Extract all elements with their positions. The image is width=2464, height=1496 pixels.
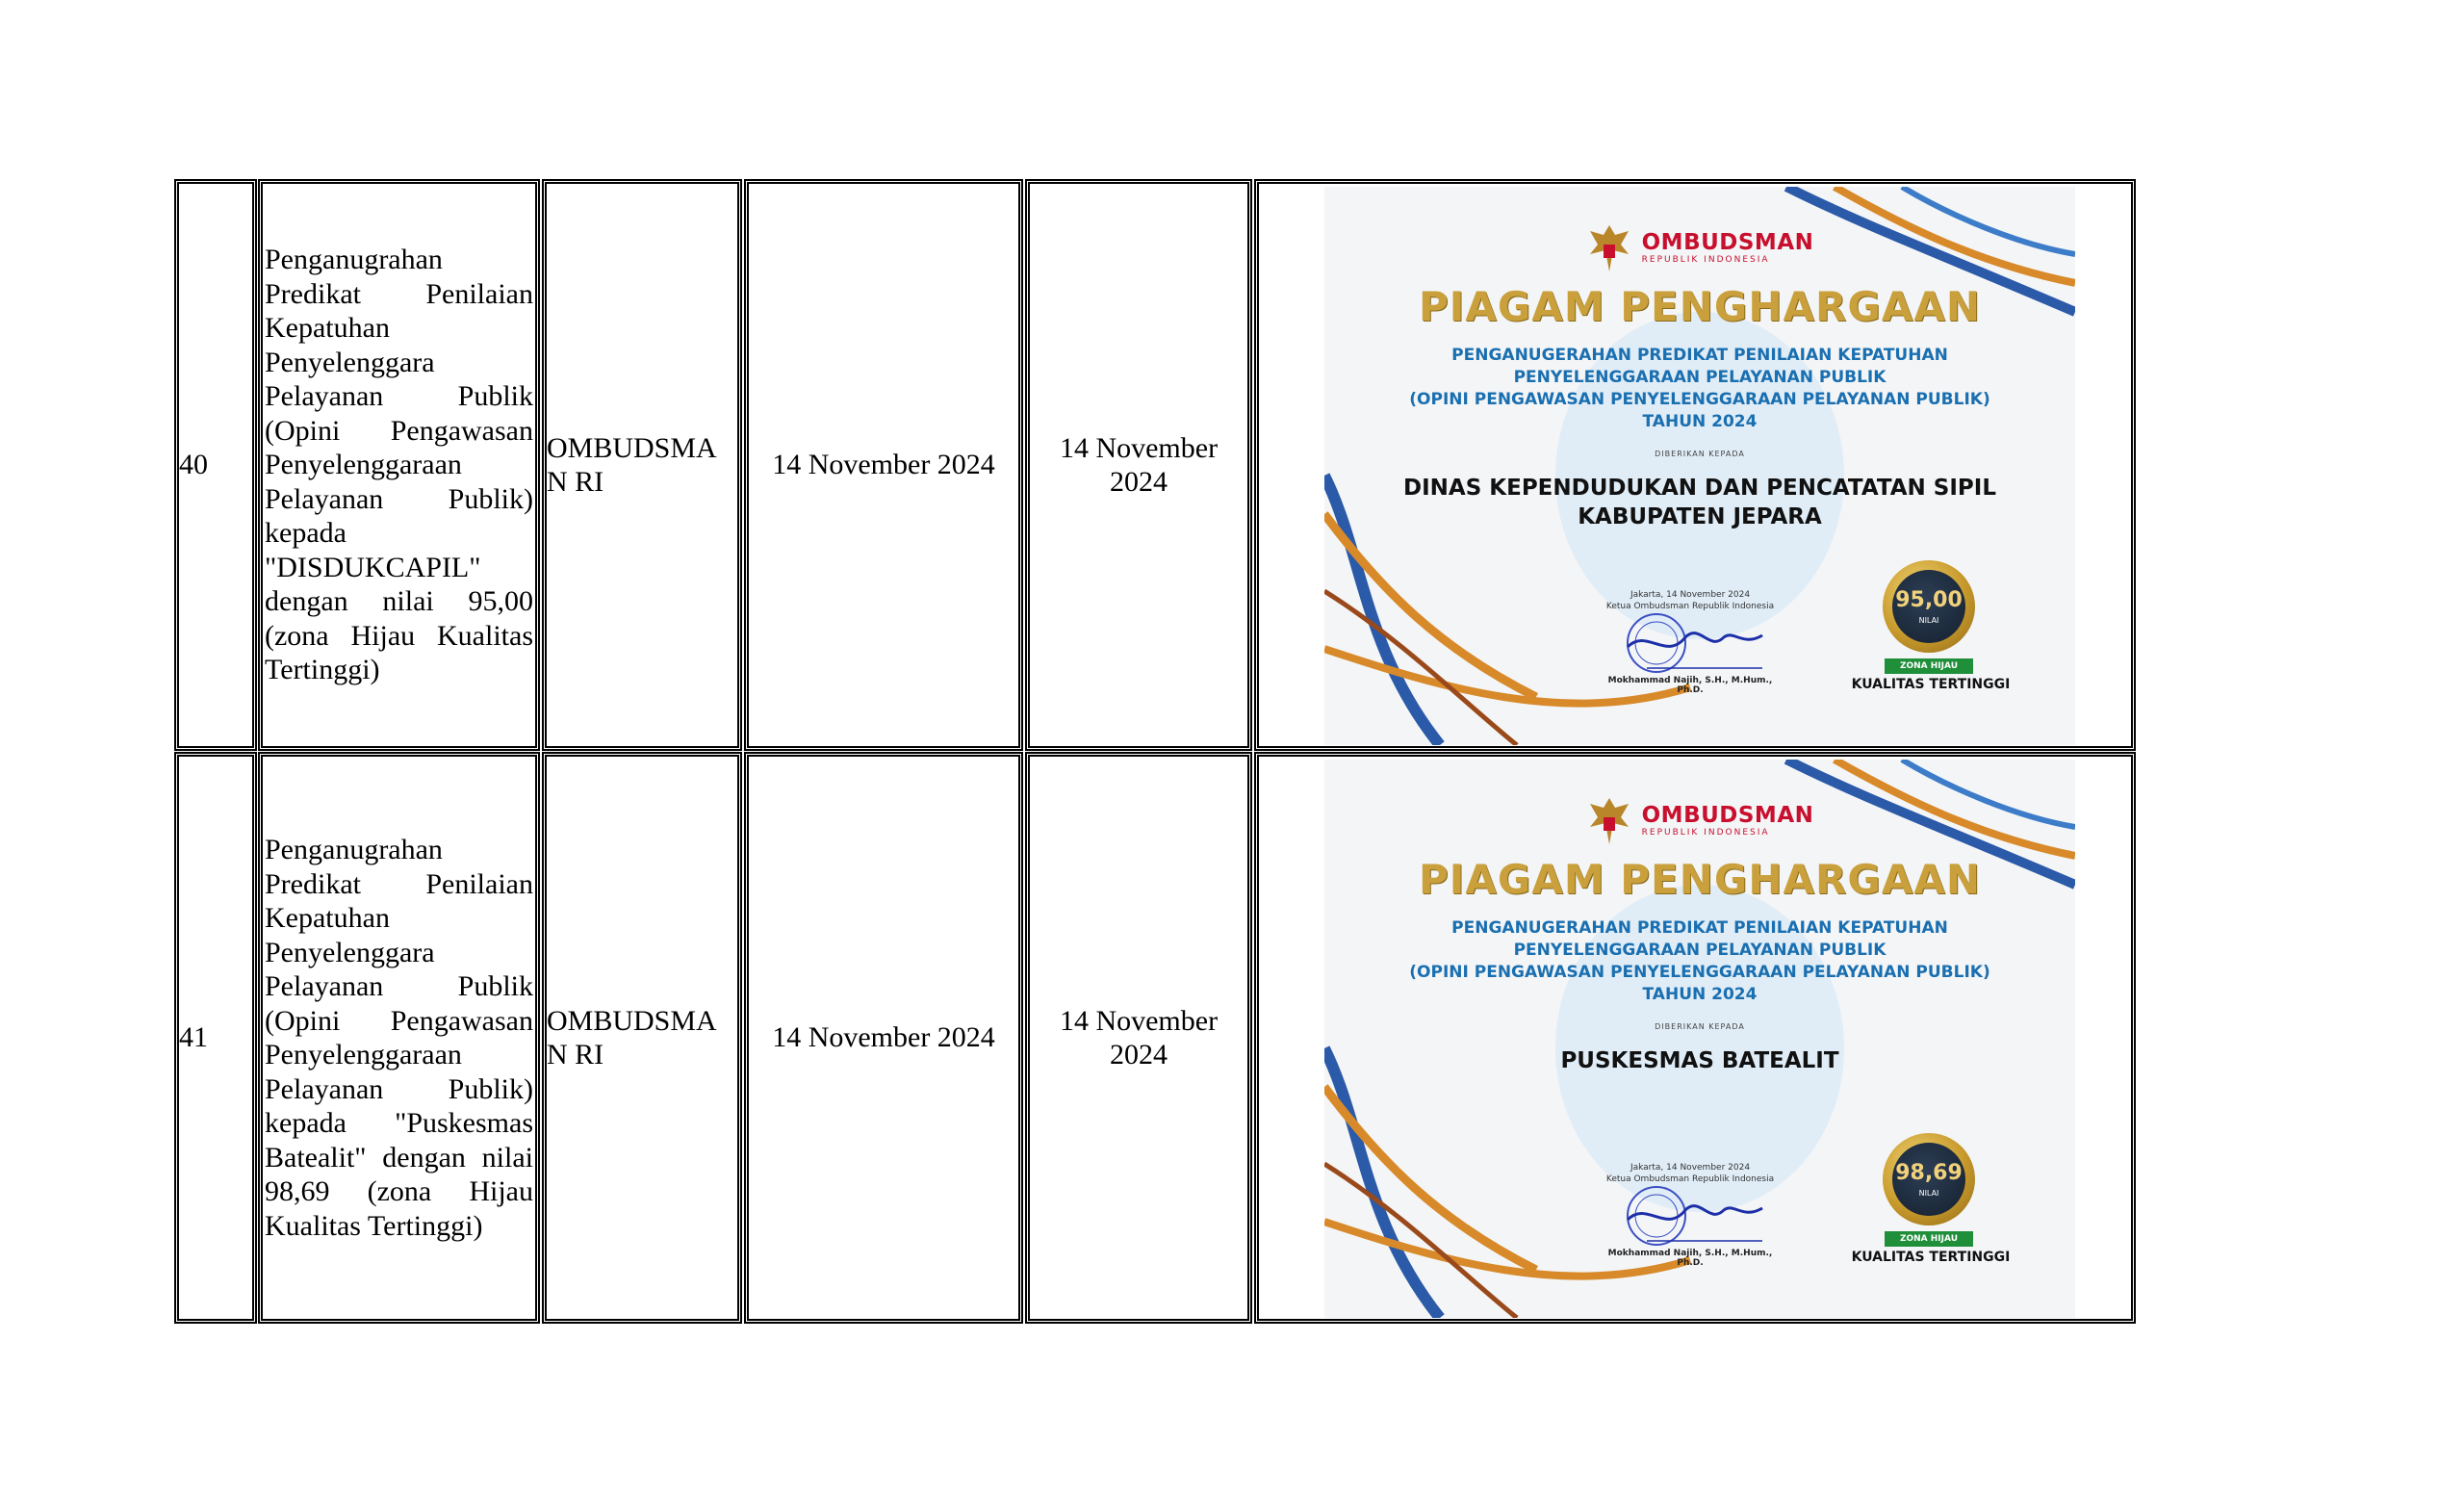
row-number: 40 [179,449,208,481]
date-text: 14 November 2024 [1059,1004,1219,1070]
certificate-image [1324,187,2075,745]
certificate-cell [1254,179,2136,751]
row-number-cell [174,179,257,751]
certificate-signer: Mokhammad Najih, S.H., M.Hum., Ph.D. [1607,1249,1773,1268]
certificate-score: 95,00 [1895,588,1963,612]
signature-stamp [1618,608,1772,676]
certificate-brand: OMBUDSMAN [1641,230,1814,255]
date-text: 14 November 2024 [772,449,995,481]
date-cell [744,179,1023,751]
description-text: Penganugrahan Predikat Penilaian Kepatuhan Penyelenggara Pelayanan Publik (Opini Pengawasan Penyelenggaraan Pelayanan Publik) kepada "DISDUKCAPIL" dengan nilai 95,00 (zona Hijau Kualitas Tertinggi) [265,244,533,686]
certificate-header [1324,221,2075,275]
row-number: 41 [179,1021,208,1054]
certificate-recipient: PUSKESMAS BATEALIT [1560,1048,1839,1073]
organization-text: OMBUDSMA N RI [547,1004,717,1070]
certificate-subtitle: PENGANUGERAHAN PREDIKAT PENILAIAN KEPATUHAN PENYELENGGARAAN PELAYANAN PUBLIK (OPINI PENGAWASAN PENYELENGGARAAN PELAYANAN PUBLIK) TAHUN 2024 [1409,918,1990,1004]
certificate-score: 98,69 [1895,1161,1963,1185]
signature-stamp [1618,1181,1772,1249]
organization-cell [542,179,742,751]
score-medal [1883,1133,1975,1225]
description-cell [258,752,540,1324]
certificate-cell [1254,752,2136,1324]
date-cell [744,752,1023,1324]
certificate-recipient: DINAS KEPENDUDUKAN DAN PENCATATAN SIPIL KABUPATEN JEPARA [1403,476,1996,529]
description-cell [258,179,540,751]
zone-badge: ZONA HIJAU [1885,658,1973,674]
organization-cell [542,752,742,1324]
certificate-header [1324,794,2075,848]
date-cell [1025,752,1252,1324]
certificate-quality: KUALITAS TERTINGGI [1851,1250,2011,1265]
certificate-signer: Mokhammad Najih, S.H., M.Hum., Ph.D. [1607,676,1773,695]
certificate-score-label: NILAI [1918,1189,1939,1198]
certificate-brand: OMBUDSMAN [1641,803,1814,828]
certificate-subtitle: PENGANUGERAHAN PREDIKAT PENILAIAN KEPATUHAN PENYELENGGARAAN PELAYANAN PUBLIK (OPINI PENGAWASAN PENYELENGGARAAN PELAYANAN PUBLIK) TAHUN 2024 [1409,346,1990,431]
certificate-given-to: DIBERIKAN KEPADA [1655,1022,1745,1031]
certificate-title: PIAGAM PENGHARGAAN [1418,283,1982,330]
row-number-cell [174,752,257,1324]
description-text: Penganugrahan Predikat Penilaian Kepatuhan Penyelenggara Pelayanan Publik (Opini Pengawasan Penyelenggaraan Pelayanan Publik) kepada "Puskesmas Batealit" dengan nilai 98,69 (zona Hijau Kualitas Tertinggi) [265,834,533,1242]
certificate-place-date: Jakarta, 14 November 2024 Ketua Ombudsman Republik Indonesia [1605,590,1775,611]
garuda-emblem-icon [1586,221,1632,275]
date-text: 14 November 2024 [772,1021,995,1054]
certificate-brand-sub: REPUBLIK INDONESIA [1641,828,1770,838]
certificate-quality: KUALITAS TERTINGGI [1851,677,2011,692]
date-text: 14 November 2024 [1059,431,1219,498]
organization-text: OMBUDSMA N RI [547,431,717,498]
certificate-score-label: NILAI [1918,616,1939,625]
score-medal [1883,560,1975,653]
table-row [0,752,2464,1324]
garuda-emblem-icon [1586,794,1632,848]
certificate-place-date: Jakarta, 14 November 2024 Ketua Ombudsman Republik Indonesia [1605,1163,1775,1184]
certificate-given-to: DIBERIKAN KEPADA [1655,450,1745,458]
zone-badge: ZONA HIJAU [1885,1231,1973,1247]
certificate-brand-sub: REPUBLIK INDONESIA [1641,255,1770,265]
certificate-image [1324,760,2075,1318]
certificate-title: PIAGAM PENGHARGAAN [1418,856,1982,903]
date-cell [1025,179,1252,751]
table-row [0,179,2464,751]
